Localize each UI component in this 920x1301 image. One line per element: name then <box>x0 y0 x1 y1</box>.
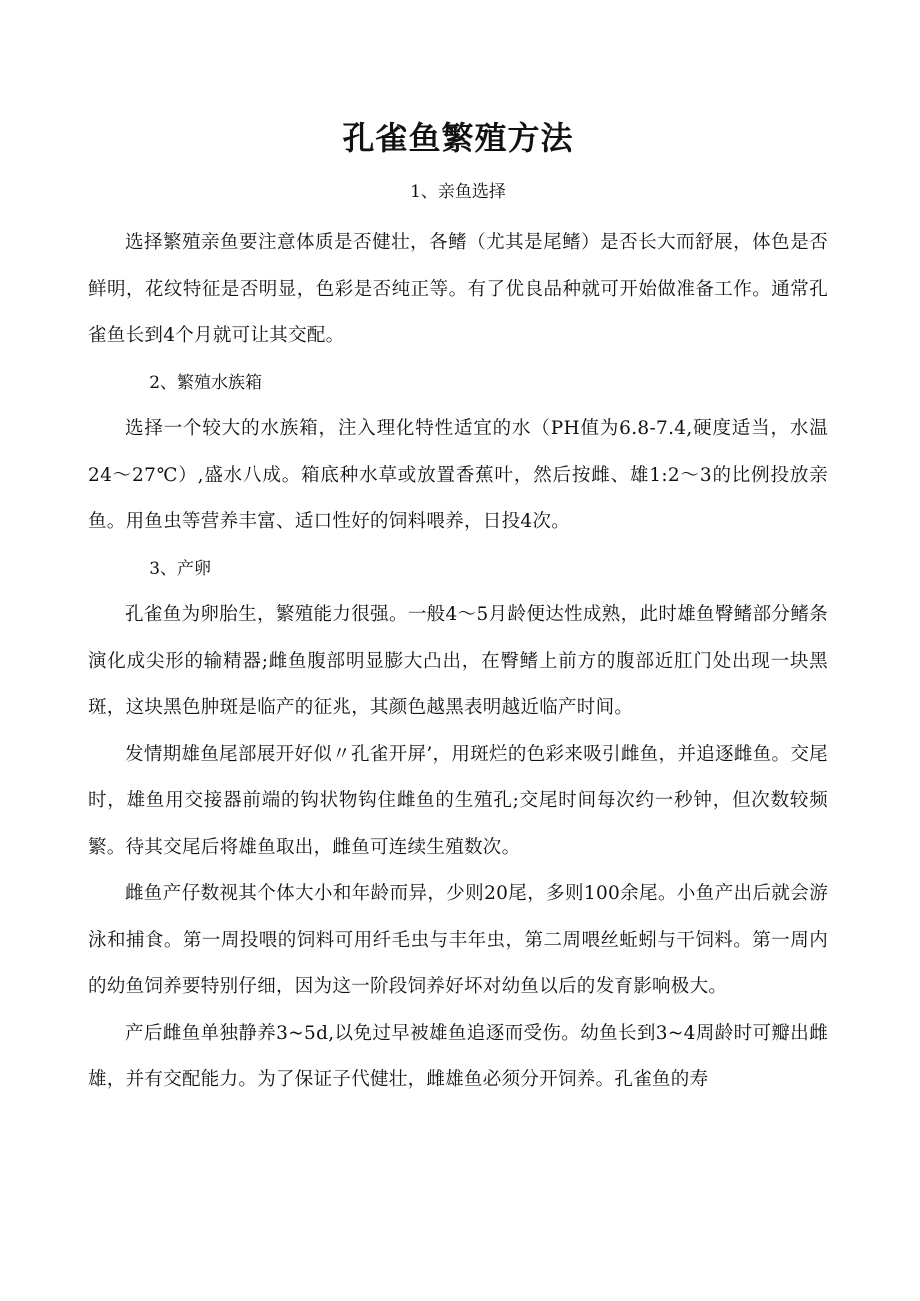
paragraph: 雌鱼产仔数视其个体大小和年龄而异，少则20尾，多则100余尾。小鱼产出后就会游泳和捕食。第一周投喂的饲料可用纤毛虫与丰年虫，第二周喂丝蚯蚓与干饲料。第一周内的幼鱼饲养要特别仔细，因为这一阶段饲养好坏对幼鱼以后的发育影响极大。 <box>88 883 828 997</box>
document-body <box>88 220 828 1104</box>
section-heading: 3、产卵 <box>149 558 212 579</box>
paragraph: 选择一个较大的水族箱，注入理化特性适宜的水（PH值为6.8-7.4,硬度适当，水温24～27℃）,盛水八成。箱底种水草或放置香蕉叶，然后按雌、雄1:2～3的比例投放亲鱼。用鱼虫等营养丰富、适口性好的饲料喂养，日投4次。 <box>88 418 828 532</box>
document-title: 孔雀鱼繁殖方法 <box>342 119 574 157</box>
paragraph: 选择繁殖亲鱼要注意体质是否健壮，各鳍（尤其是尾鳍）是否长大而舒展，体色是否鲜明，花纹特征是否明显，色彩是否纯正等。有了优良品种就可开始做准备工作。通常孔雀鱼长到4个月就可让其交配。 <box>88 232 828 346</box>
paragraph: 发情期雄鱼尾部展开好似〃孔雀开屏’，用斑烂的色彩来吸引雌鱼，并追逐雌鱼。交尾时，雄鱼用交接器前端的钩状物钩住雌鱼的生殖孔;交尾时间每次约一秒钟，但次数较频繁。待其交尾后将雄鱼取出，雌鱼可连续生殖数次。 <box>88 743 828 858</box>
section-heading: 1、亲鱼选择 <box>410 182 506 202</box>
paragraph: 产后雌鱼单独静养3~5d,以免过早被雄鱼追逐而受伤。幼鱼长到3~4周龄时可瓣出雌雄，并有交配能力。为了保证子代健壮，雌雄鱼必须分开饲养。孔雀鱼的寿 <box>88 1022 828 1090</box>
section-heading: 2、繁殖水族箱 <box>149 372 263 393</box>
paragraph: 孔雀鱼为卵胎生，繁殖能力很强。一般4～5月龄便达性成熟，此时雄鱼臀鳍部分鳍条演化成尖形的输精器;雌鱼腹部明显膨大凸出，在臀鳍上前方的腹部近肛门处出现一块黑斑，这块黑色肿斑是临产的征兆，其颜色越黑表明越近临产时间。 <box>88 604 828 718</box>
